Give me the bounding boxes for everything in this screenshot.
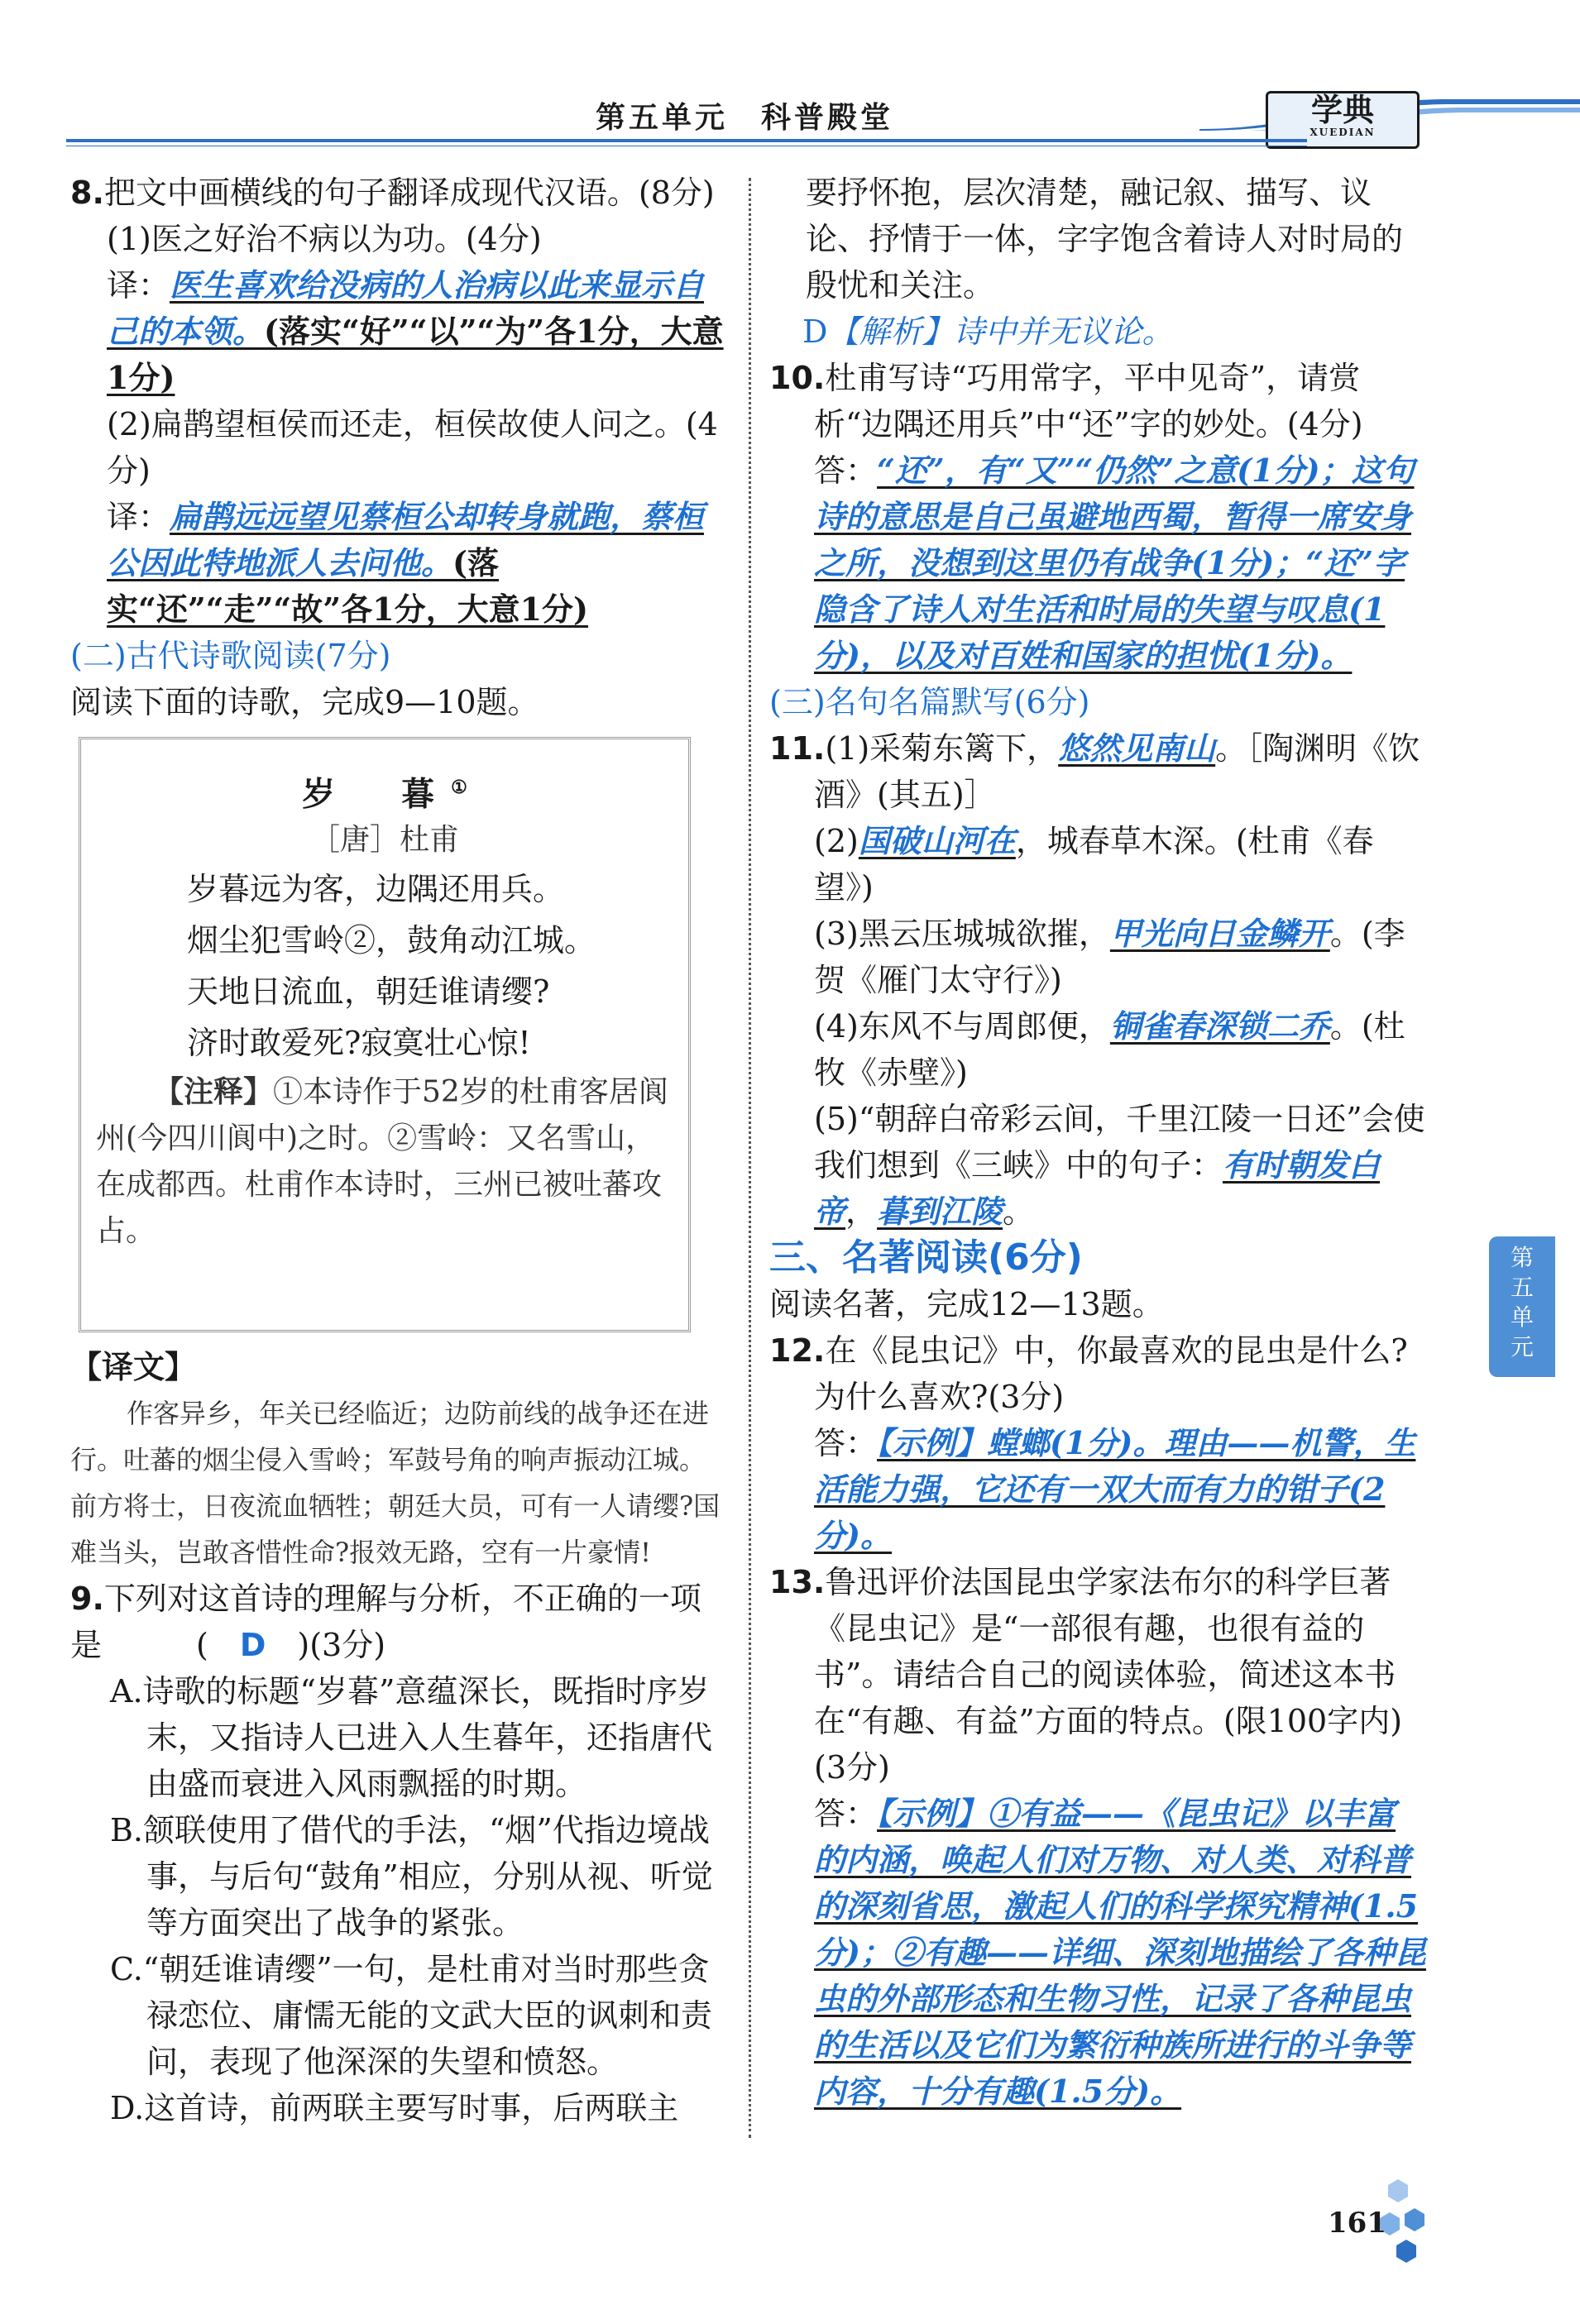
question-11-5: (5)“朝辞白帝彩云间，千里江陵一日还”会使我们想到《三峡》中的句子：有时朝发白帝，暮到江陵。 xyxy=(814,1101,1425,1230)
poem-notes: 【注释】①本诗作于52岁的杜甫客居阆州(今四川阆中)之时。②雪岭：又名雪山，在成都西。杜甫作本诗时，三州已被吐蕃攻占。 xyxy=(96,1074,668,1249)
unit-side-tab: 第五单元 xyxy=(1489,1236,1555,1377)
question-9-explanation: D【解析】诗中并无议论。 xyxy=(802,313,1174,350)
poem-author: ［唐］杜甫 xyxy=(309,823,459,858)
question-9-option-d-continued: 要抒怀抱，层次清楚，融记叙、描写、议论、抒情于一体，字字饱含着诗人对时局的殷忧和关注。 xyxy=(806,175,1404,304)
brand-logo: 学典 XUEDIAN xyxy=(1266,91,1420,149)
question-13-answer: 答：【示例】①有益——《昆虫记》以丰富的内涵，唤起人们对万物、对人类、对科普的深刻省思，激起人们的科学探究精神(1.5分)；②有趣——详细、深刻地描绘了各种昆虫的外部形态和生物习性，记录了各种昆虫的生活以及它们为繁衍种族所进行的斗争等内容，十分有趣(1.5分)。 xyxy=(814,1795,1426,2110)
question-9-option-d: D.这首诗，前两联主要写时事，后两联主 xyxy=(110,2090,679,2126)
unit-title: 第五单元 科普殿堂 xyxy=(596,100,894,135)
question-12-stem: 12.在《昆虫记》中，你最喜欢的昆虫是什么?为什么喜欢?(3分) xyxy=(769,1332,1408,1415)
question-9-option-a: A.诗歌的标题“岁暮”意蕴深长，既指时序岁末，又指诗人已进入人生暮年，还指唐代由盛而衰进入风雨飘摇的时期。 xyxy=(110,1673,713,1802)
right-column xyxy=(769,170,1427,2115)
section-2-title: (二)古代诗歌阅读(7分) xyxy=(70,638,391,674)
question-11-1: 11.(1)采菊东篱下，悠然见南山。［陶渊明《饮酒》(其五)］ xyxy=(769,729,1420,813)
section-iii-intro: 阅读名著，完成12—13题。 xyxy=(769,1286,1164,1322)
translation-text: 作客异乡，年关已经临近；边防前线的战争还在进行。吐蕃的烟尘侵入雪岭；军鼓号角的响声振动江城。前方将士，日夜流血牺牲；朝廷大员，可有一人请缨?国难当头，岂敢吝惜性命?报效无路，空有一片豪情! xyxy=(70,1398,721,1568)
question-9-option-c: C.“朝廷谁请缨”一句，是杜甫对当时那些贪禄恋位、庸懦无能的文武大臣的讽刺和责问，表现了他深深的失望和愤怒。 xyxy=(110,1951,713,2080)
left-column xyxy=(70,170,724,2131)
poem-line: 岁暮远为客，边隅还用兵。 xyxy=(187,871,565,908)
question-9-option-b: B.颔联使用了借代的手法，“烟”代指边境战事，与后句“鼓角”相应，分别从视、听觉等方面突出了战争的紧张。 xyxy=(110,1812,713,1941)
question-11-2: (2)国破山河在，城春草木深。(杜甫《春望》) xyxy=(814,822,1374,906)
question-9-stem: 9.下列对这首诗的理解与分析，不正确的一项是 ( D )(3分) xyxy=(70,1580,701,1663)
poem-box xyxy=(79,737,691,1332)
question-13-stem: 13.鲁迅评价法国昆虫学家法布尔的科学巨著《昆虫记》是“一部很有趣，也很有益的书”。请结合自己的阅读体验，简述这本书在“有趣、有益”方面的特点。(限100字内)(3分) xyxy=(769,1564,1403,1786)
question-8-2-answer: 译：扁鹊远远望见蔡桓公却转身就跑，蔡桓公因此特地派人去问他。(落实“还”“走”“故”各1分，大意1分) xyxy=(107,498,705,628)
poem-line: 济时敢爱死?寂寞壮心惊! xyxy=(187,1025,531,1062)
column-divider xyxy=(749,178,751,2138)
header-rule xyxy=(66,139,1307,142)
translation-heading: 【译文】 xyxy=(70,1349,197,1385)
question-10-answer: 答：“还”，有“又”“仍然”之意(1分)；这句诗的意思是自己虽避地西蜀，暂得一席安身之所，没想到这里仍有战争(1分)；“还”字隐含了诗人对生活和时局的失望与叹息(1分)，以及对百姓和国家的担忧(1分)。 xyxy=(814,452,1415,674)
poem-line: 烟尘犯雪岭②，鼓角动江城。 xyxy=(187,922,596,959)
question-8-stem: 8.把文中画横线的句子翻译成现代汉语。(8分) xyxy=(70,175,715,211)
question-11-4: (4)东风不与周郎便，铜雀春深锁二乔。(杜牧《赤壁》) xyxy=(814,1007,1405,1091)
poem-title: 岁 暮① xyxy=(302,774,467,814)
question-8-1-answer: 译：医生喜欢给没病的人治病以此来显示自己的本领。(落实“好”“以”“为”各1分，大意1分) xyxy=(107,266,724,396)
section-3-title: (三)名句名篇默写(6分) xyxy=(769,684,1090,720)
question-12-answer: 答：【示例】螳螂(1分)。理由——机警，生活能力强，它还有一双大而有力的钳子(2分)。 xyxy=(814,1424,1416,1554)
section-2-intro: 阅读下面的诗歌，完成9—10题。 xyxy=(70,684,539,720)
question-11-3: (3)黑云压城城欲摧，甲光向日金鳞开。(李贺《雁门太守行》) xyxy=(814,915,1405,998)
section-iii-title: 三、名著阅读(6分) xyxy=(769,1236,1083,1279)
page-number: 161 xyxy=(1328,2207,1386,2240)
question-10-stem: 10.杜甫写诗“巧用常字，平中见奇”，请赏析“边隅还用兵”中“还”字的妙处。(4分) xyxy=(769,360,1363,442)
poem-line: 天地日流血，朝廷谁请缨? xyxy=(187,973,550,1011)
question-8-2: (2)扁鹊望桓侯而还走，桓侯故使人问之。(4分) xyxy=(107,406,718,489)
page-header xyxy=(0,0,1580,149)
question-8-1: (1)医之好治不病以为功。(4分) xyxy=(107,221,542,257)
